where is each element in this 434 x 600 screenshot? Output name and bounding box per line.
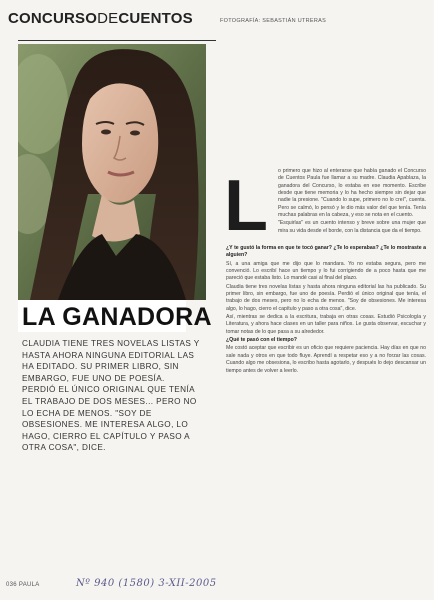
section-label-part2: DE xyxy=(97,10,119,27)
section-label-part3: CUENTOS xyxy=(118,10,193,27)
portrait-photo xyxy=(18,44,206,300)
body-paragraph: Me costó aceptar que escribir es un oficio que requiere paciencia. Hay días en que no sale nada y otros en que todo fluye. Aprendí a respetar eso y a no forzar las cosas. Cuando algo me obsesiona, lo escribo hasta agotarlo, y después lo dejo descansar un tiempo antes de volver a leerlo. xyxy=(226,345,426,374)
portrait-illustration xyxy=(18,44,206,300)
body-paragraph: Claudia tiene tres novelas listas y hasta ahora ninguna editorial las ha publicado. Su primer libro, sin embargo, fue uno de poesía. Perdió el único original que tenía, el trabajo de dos meses, pero no lo echa de menos. "Soy de obsesiones. Me interesa algo, lo hago, cierro el capítulo y paso a otra cosa", dice. xyxy=(226,283,426,312)
intro-paragraph: "Esquirlas" es un cuento intenso y breve sobre una mujer que mira su vida desde el borde, con la distancia que da el tiempo. xyxy=(278,220,426,234)
pull-quote: CLAUDIA TIENE TRES NOVELAS LISTAS Y HASTA AHORA NINGUNA EDITORIAL LAS HA EDITADO. SU PRIMER LIBRO, SIN EMBARGO, FUE UNO DE POESÍA. PERDIÓ EL ÚNICO ORIGINAL QUE TENÍA EL TRABAJO DE DOS MESES... PERO NO LO ECHA DE MENOS. "SOY DE OBSESIONES. ME INTERESA ALGO, LO HAGO, CIERRO EL CAPÍTULO Y PASO A OTRA COSA", DICE. xyxy=(22,339,200,453)
article-title: LA GANADORA xyxy=(22,303,212,331)
interview-question: ¿Y te gustó la forma en que te tocó ganar? ¿Te lo esperabas? ¿Te lo mostraste a alguien? xyxy=(226,245,426,259)
section-header xyxy=(8,10,193,27)
page-footer: 036 PAULA xyxy=(6,582,40,588)
body-paragraph: Así, mientras se dedica a la escritura, trabaja en otras cosas. Estudió Psicología y Literatura, y ahora hace clases en un taller para niños. Le gusta observar, escuchar y tomar notas de lo que pasa a su alrededor. xyxy=(226,314,426,335)
body-paragraph: Sí, a una amiga que me dijo que lo mandara. Yo no estaba segura, pero me convenció. Lo escribí hace un tiempo y lo fui corrigiendo de a poco hasta que me pareció que estaba listo. Lo mandé casi al final del plazo. xyxy=(226,260,426,282)
intro-column xyxy=(278,168,426,236)
drop-cap: L xyxy=(224,166,268,246)
body-column xyxy=(226,244,426,376)
photo-credit: FOTOGRAFÍA: SEBASTIÁN UTRERAS xyxy=(220,18,327,24)
handwritten-note: Nº 940 (1580) 3-XII-2005 xyxy=(76,578,217,589)
header-rule xyxy=(18,40,216,41)
intro-paragraph: o primero que hizo al enterarse que había ganado el Concurso de Cuentos Paula fue llamar a su madre. Claudia Apablaza, la ganadora del Concurso, lo estaba en ese momento. Escribe desde que tiene memoria y lo ha hecho siempre sin dejar que nadie la presione. "Cuando lo supe, primero no lo creí", cuenta. Pero se calmó, lo pensó y le dio más valor del que tenía. Tenía muchas palabras en la cabeza, y eso se nota en el cuento. xyxy=(278,168,426,219)
interview-question: ¿Qué te pasó con el tiempo? xyxy=(226,337,297,344)
section-label-part1: CONCURSO xyxy=(8,10,98,27)
